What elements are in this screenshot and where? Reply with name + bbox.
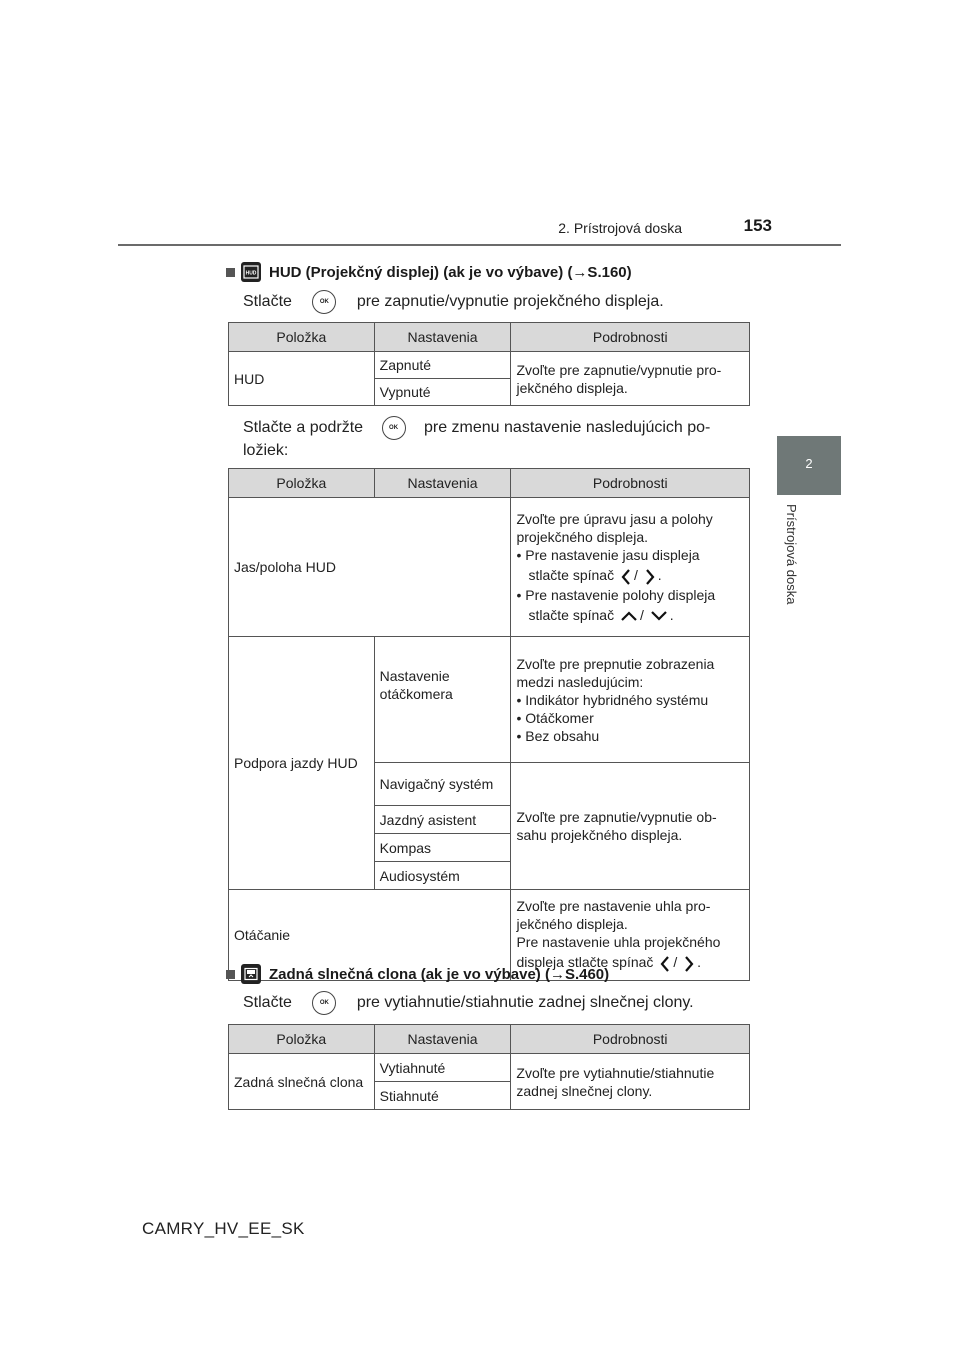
- bullet-text: Otáčkomer: [525, 709, 594, 726]
- table-row: [229, 1054, 750, 1082]
- hud-section-title: HUD (Projekčný displej) (ak je vo výbave) (→S.160): [269, 263, 632, 281]
- hold-text-before: Stlačte a podržte: [243, 419, 364, 437]
- chapter-tab-number: 2: [805, 456, 813, 471]
- cell-setting: Zapnuté: [374, 352, 511, 379]
- ok-button-icon: OK: [312, 991, 336, 1015]
- bullet-text: Pre nastavenie polohy displeja: [525, 586, 716, 603]
- press-text-after: pre zapnutie/vypnutie projekčného displeja.: [356, 293, 664, 311]
- press-text-before: Stlačte: [243, 994, 292, 1012]
- hud-icon: [241, 262, 261, 282]
- header-item: Položka: [229, 1025, 375, 1054]
- header-item: Položka: [229, 323, 375, 352]
- ok-button-icon: OK: [382, 416, 406, 440]
- cell-setting: Vytiahnuté: [374, 1054, 511, 1082]
- table-header-row: [229, 323, 750, 352]
- switch-text: displeja stlačte spínač: [516, 954, 654, 971]
- detail-bullet: • Indikátor hybridného systému: [516, 691, 709, 708]
- cell-setting: Kompas: [374, 834, 511, 862]
- chevron-down-icon: [650, 610, 668, 622]
- press-text-after: pre vytiahnutie/stiahnutie zadnej slnečnej clony.: [356, 994, 694, 1012]
- rear-sunshade-icon: [241, 964, 261, 984]
- cell-setting: Audiosystém: [374, 862, 511, 890]
- header-section-title: 2. Prístrojová doska: [558, 220, 682, 236]
- switch-line: stlačte spínač / .: [528, 606, 674, 623]
- header-divider: [118, 244, 841, 246]
- detail-bullet: • Bez obsahu: [516, 727, 600, 744]
- switch-line: stlačte spínač / .: [516, 566, 744, 585]
- cell-setting: Vypnuté: [374, 379, 511, 406]
- ok-button-icon: OK: [312, 290, 336, 314]
- header-settings: Nastavenia: [374, 1025, 511, 1054]
- chapter-tab-title: [783, 504, 805, 619]
- press-text-before: Stlačte: [243, 293, 292, 311]
- header-details: Podrobnosti: [511, 323, 750, 352]
- hold-instruction: [243, 416, 746, 462]
- header-settings: Nastavenia: [374, 469, 511, 498]
- cell-setting: Stiahnuté: [374, 1082, 511, 1110]
- bullet-text: Bez obsahu: [525, 727, 600, 744]
- cell-details: Zvoľte pre zapnutie/vypnutie pro-jekčného displeja.: [511, 352, 750, 406]
- bullet-text: Pre nastavenie jasu displeja: [525, 547, 700, 564]
- switch-text: stlačte spínač: [528, 567, 615, 584]
- chapter-tab-title-text: Prístrojová doska: [784, 504, 799, 605]
- switch-line: displeja stlačte spínač / .: [516, 953, 744, 972]
- table-header-row: [229, 1025, 750, 1054]
- chevron-right-icon: [644, 568, 656, 586]
- svg-text:HUD: HUD: [245, 270, 257, 277]
- table-row: [229, 637, 750, 763]
- chevron-up-icon: [620, 610, 638, 622]
- hud-table: [228, 322, 750, 406]
- header-details: Podrobnosti: [511, 1025, 750, 1054]
- bullet-text: Indikátor hybridného systému: [525, 691, 709, 708]
- section-bullet: [226, 970, 235, 979]
- chevron-left-icon: [620, 568, 632, 586]
- chevron-right-icon: [683, 955, 695, 973]
- cell-setting: Jazdný asistent: [374, 806, 511, 834]
- detail-bullet: • Pre nastavenie jasu displeja: [516, 547, 700, 564]
- header-details: Podrobnosti: [511, 469, 750, 498]
- section-bullet: [226, 268, 235, 277]
- document-code: CAMRY_HV_EE_SK: [142, 1219, 305, 1238]
- sunshade-table: [228, 1024, 750, 1110]
- chevron-left-icon: [659, 955, 671, 973]
- cell-item: Podpora jazdy HUD: [229, 637, 375, 890]
- shade-press-instruction: [243, 991, 694, 1015]
- hud-settings-table: [228, 468, 750, 981]
- detail-intro: Zvoľte pre prepnutie zobrazenia medzi nasledujúcim:: [516, 655, 715, 690]
- cell-details: Zvoľte pre zapnutie/vypnutie ob-sahu projekčného displeja.: [511, 763, 750, 890]
- header-settings: Nastavenia: [374, 323, 511, 352]
- cell-item: Zadná slnečná clona: [229, 1054, 375, 1110]
- page-number: 153: [743, 216, 772, 235]
- detail-bullet: • Pre nastavenie polohy displeja: [516, 586, 716, 603]
- cell-setting: Navigačný systém: [374, 763, 511, 806]
- table-row: [229, 498, 750, 637]
- cell-setting: Nastavenie otáčkomera: [374, 637, 511, 763]
- cell-item: Jas/poloha HUD: [229, 498, 511, 637]
- detail-text: Pre nastavenie uhla projekčného: [516, 934, 721, 951]
- hold-text-after: pre zmenu nastavenie nasledujúcich po-ložiek:: [243, 419, 711, 459]
- cell-item: HUD: [229, 352, 375, 406]
- cell-item: Otáčanie: [229, 890, 511, 981]
- detail-bullet: • Otáčkomer: [516, 709, 594, 726]
- table-header-row: [229, 469, 750, 498]
- table-row: [229, 352, 750, 379]
- hud-press-instruction: [243, 290, 664, 314]
- hud-section-heading: [226, 262, 632, 282]
- detail-intro: Zvoľte pre úpravu jasu a polohy projekčného displeja.: [516, 511, 713, 546]
- header-item: Položka: [229, 469, 375, 498]
- cell-details: [511, 637, 750, 763]
- cell-details: Zvoľte pre vytiahnutie/stiahnutie zadnej slnečnej clony.: [511, 1054, 750, 1110]
- cell-details: [511, 498, 750, 637]
- shade-section-heading: [226, 964, 609, 984]
- shade-section-title: Zadná slnečná clona (ak je vo výbave) (→S.460): [269, 965, 610, 983]
- switch-text: stlačte spínač: [528, 606, 615, 623]
- detail-intro: Zvoľte pre nastavenie uhla pro-jekčného displeja.: [516, 898, 711, 933]
